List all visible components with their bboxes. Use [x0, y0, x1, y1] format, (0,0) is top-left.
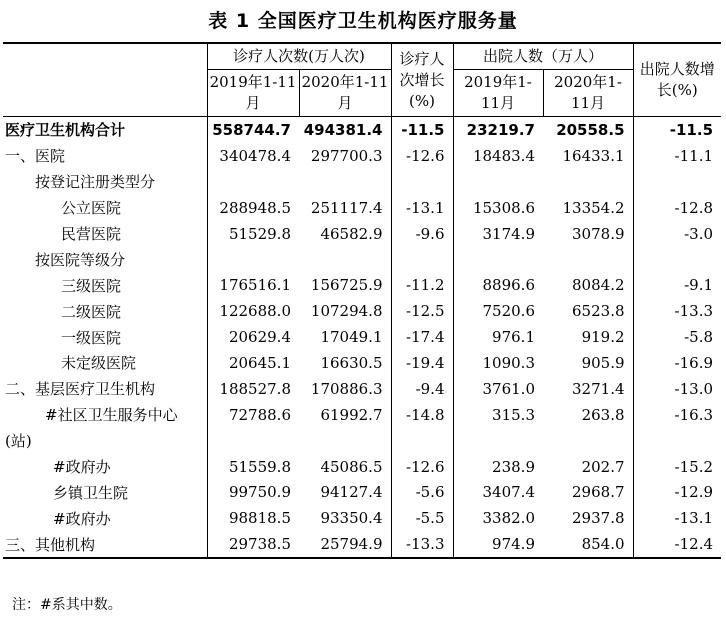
- table-cell: 46582.9: [320, 224, 383, 243]
- table-cell: 51559.8: [207, 454, 299, 480]
- table-cell: 238.9: [453, 454, 543, 480]
- table-cell: 3078.9: [572, 224, 625, 243]
- header-visits-2020: 2020年1-11月: [299, 70, 391, 117]
- table-cell: 23219.7: [453, 117, 543, 143]
- table-cell: 494381.4: [303, 120, 383, 139]
- table-cell: 188527.8: [207, 376, 299, 402]
- table-cell: 16630.5: [320, 353, 383, 372]
- table-cell: [633, 246, 721, 272]
- table-cell: [543, 246, 633, 272]
- table-body: [3, 117, 721, 559]
- table-row: [3, 454, 721, 480]
- table-cell: -9.6: [391, 221, 453, 247]
- table-cell: 251117.4: [310, 198, 383, 217]
- table-cell: [207, 428, 299, 454]
- header-blank: [3, 43, 207, 117]
- table-cell: -11.5: [391, 117, 453, 143]
- table-cell: 3382.0: [453, 505, 543, 531]
- table-cell: [453, 169, 543, 195]
- table-cell: 8896.6: [453, 272, 543, 298]
- row-label: 医疗卫生机构合计: [5, 121, 126, 140]
- table-cell: [299, 246, 391, 272]
- table-row: [3, 117, 721, 143]
- table-cell: 6523.8: [572, 302, 625, 321]
- table-cell: [453, 246, 543, 272]
- table-row: [3, 169, 721, 195]
- table-cell: -12.5: [391, 298, 453, 324]
- table-cell: 905.9: [581, 353, 625, 372]
- table-cell: 3174.9: [453, 221, 543, 247]
- table-cell: 20645.1: [207, 350, 299, 376]
- table-note: 注：#系其中数。: [12, 597, 122, 613]
- table-cell: -9.4: [391, 376, 453, 402]
- row-label: #政府办: [53, 458, 111, 477]
- table-cell: 20629.4: [207, 324, 299, 350]
- table-cell: 72788.6: [207, 402, 299, 428]
- table-title: 表 1 全国医疗卫生机构医疗服务量: [208, 10, 518, 32]
- row-label: #政府办: [53, 509, 111, 528]
- table-cell: 854.0: [543, 531, 633, 558]
- table-cell: -16.9: [633, 350, 721, 376]
- table-row: [3, 246, 721, 272]
- table-cell: 976.1: [453, 324, 543, 350]
- service-volume-table: [3, 42, 721, 559]
- row-label: 三、其他机构: [3, 531, 207, 558]
- table-cell: -13.3: [633, 298, 721, 324]
- table-cell: 2937.8: [572, 509, 625, 528]
- table-cell: 340478.4: [207, 143, 299, 169]
- table-cell: 263.8: [581, 405, 625, 424]
- table-cell: 29738.5: [207, 531, 299, 558]
- table-cell: [633, 428, 721, 454]
- table-cell: -3.0: [633, 221, 721, 247]
- table-cell: [453, 428, 543, 454]
- table-cell: 93350.4: [320, 509, 383, 528]
- table-cell: -13.1: [391, 195, 453, 221]
- table-row: [3, 272, 721, 298]
- row-label: 三级医院: [61, 276, 122, 295]
- table-cell: -13.3: [391, 531, 453, 558]
- table-cell: [543, 428, 633, 454]
- row-label: #社区卫生服务中心: [45, 406, 178, 425]
- header-discharge-2019: 2019年1-11月: [453, 70, 543, 117]
- header-discharge-group: 出院人数（万人）: [453, 43, 633, 70]
- row-label: 一、医院: [5, 147, 66, 166]
- table-cell: 202.7: [581, 457, 625, 476]
- table-row: [3, 143, 721, 169]
- table-cell: 18483.4: [453, 143, 543, 169]
- table-cell: 170886.3: [310, 379, 383, 398]
- table-cell: -12.9: [633, 479, 721, 505]
- table-row: [3, 350, 721, 376]
- table-cell: 51529.8: [207, 221, 299, 247]
- table-cell: 17049.1: [320, 328, 383, 347]
- table-cell: -15.2: [633, 454, 721, 480]
- table-cell: 974.9: [453, 531, 543, 558]
- table-cell: 176516.1: [207, 272, 299, 298]
- table-cell: 3761.0: [453, 376, 543, 402]
- row-label: 未定级医院: [61, 354, 137, 373]
- table-cell: 13354.2: [562, 198, 625, 217]
- table-cell: -11.1: [633, 143, 721, 169]
- table-row: [3, 298, 721, 324]
- table-cell: [391, 169, 453, 195]
- table-cell: -11.5: [633, 117, 721, 143]
- table-row: [3, 195, 721, 221]
- row-label: 按登记注册类型分: [35, 173, 156, 192]
- table-cell: 98818.5: [207, 505, 299, 531]
- table-cell: 16433.1: [562, 146, 625, 165]
- table-cell: 919.2: [581, 328, 625, 347]
- table-cell: 122688.0: [207, 298, 299, 324]
- table-row: [3, 402, 721, 428]
- table-cell: 8084.2: [572, 276, 625, 295]
- table-cell: [207, 246, 299, 272]
- table-cell: 20558.5: [556, 120, 625, 139]
- table-cell: -19.4: [391, 350, 453, 376]
- table-cell: [391, 246, 453, 272]
- row-label: 一级医院: [61, 328, 122, 347]
- table-cell: 61992.7: [320, 405, 383, 424]
- table-cell: 315.3: [453, 402, 543, 428]
- table-row: [3, 428, 721, 454]
- table-cell: 25794.9: [299, 531, 391, 558]
- header-visits-2019: 2019年1-11月: [207, 70, 299, 117]
- table-cell: -13.1: [633, 505, 721, 531]
- table-cell: 94127.4: [320, 483, 383, 502]
- row-label: 按医院等级分: [35, 250, 126, 269]
- table-row: [3, 376, 721, 402]
- row-label: 公立医院: [61, 199, 122, 218]
- table-cell: 558744.7: [207, 117, 299, 143]
- table-row: [3, 505, 721, 531]
- table-cell: 3407.4: [453, 479, 543, 505]
- table-cell: [633, 169, 721, 195]
- table-cell: [299, 169, 391, 195]
- row-label: 二级医院: [61, 302, 122, 321]
- table-cell: -5.5: [391, 505, 453, 531]
- table-cell: -12.4: [633, 531, 721, 558]
- table-cell: -16.3: [633, 402, 721, 428]
- table-cell: -9.1: [633, 272, 721, 298]
- row-label: (站): [5, 432, 32, 451]
- table-cell: -5.8: [633, 324, 721, 350]
- table-cell: 107294.8: [310, 302, 383, 321]
- table-cell: -5.6: [391, 479, 453, 505]
- header-discharge-growth: 出院人数增长(%): [633, 43, 721, 117]
- table-cell: 3271.4: [572, 379, 625, 398]
- table-cell: 2968.7: [572, 483, 625, 502]
- table-row: [3, 221, 721, 247]
- row-label: 二、基层医疗卫生机构: [5, 380, 156, 399]
- row-label: 乡镇卫生院: [53, 483, 129, 502]
- table-row: [3, 324, 721, 350]
- table-cell: -17.4: [391, 324, 453, 350]
- table-row: [3, 531, 721, 558]
- table-cell: -12.6: [391, 143, 453, 169]
- table-cell: 297700.3: [310, 146, 383, 165]
- header-discharge-2020: 2020年1-11月: [543, 70, 633, 117]
- table-cell: 45086.5: [320, 457, 383, 476]
- table-cell: -14.8: [391, 402, 453, 428]
- table-cell: 156725.9: [310, 276, 383, 295]
- table-cell: -12.6: [391, 454, 453, 480]
- table-cell: [299, 428, 391, 454]
- table-cell: 7520.6: [453, 298, 543, 324]
- header-visits-group: 诊疗人次数(万人次): [207, 43, 391, 70]
- table-row: [3, 479, 721, 505]
- table-cell: -11.2: [391, 272, 453, 298]
- table-cell: 15308.6: [453, 195, 543, 221]
- table-cell: [543, 169, 633, 195]
- table-cell: 1090.3: [453, 350, 543, 376]
- table-cell: 288948.5: [207, 195, 299, 221]
- table-cell: [391, 428, 453, 454]
- table-cell: -13.0: [633, 376, 721, 402]
- table-cell: [207, 169, 299, 195]
- row-label: 民营医院: [61, 225, 122, 243]
- header-visits-growth: 诊疗人次增长(%): [391, 43, 453, 117]
- table-cell: -12.8: [633, 195, 721, 221]
- table-cell: 99750.9: [207, 479, 299, 505]
